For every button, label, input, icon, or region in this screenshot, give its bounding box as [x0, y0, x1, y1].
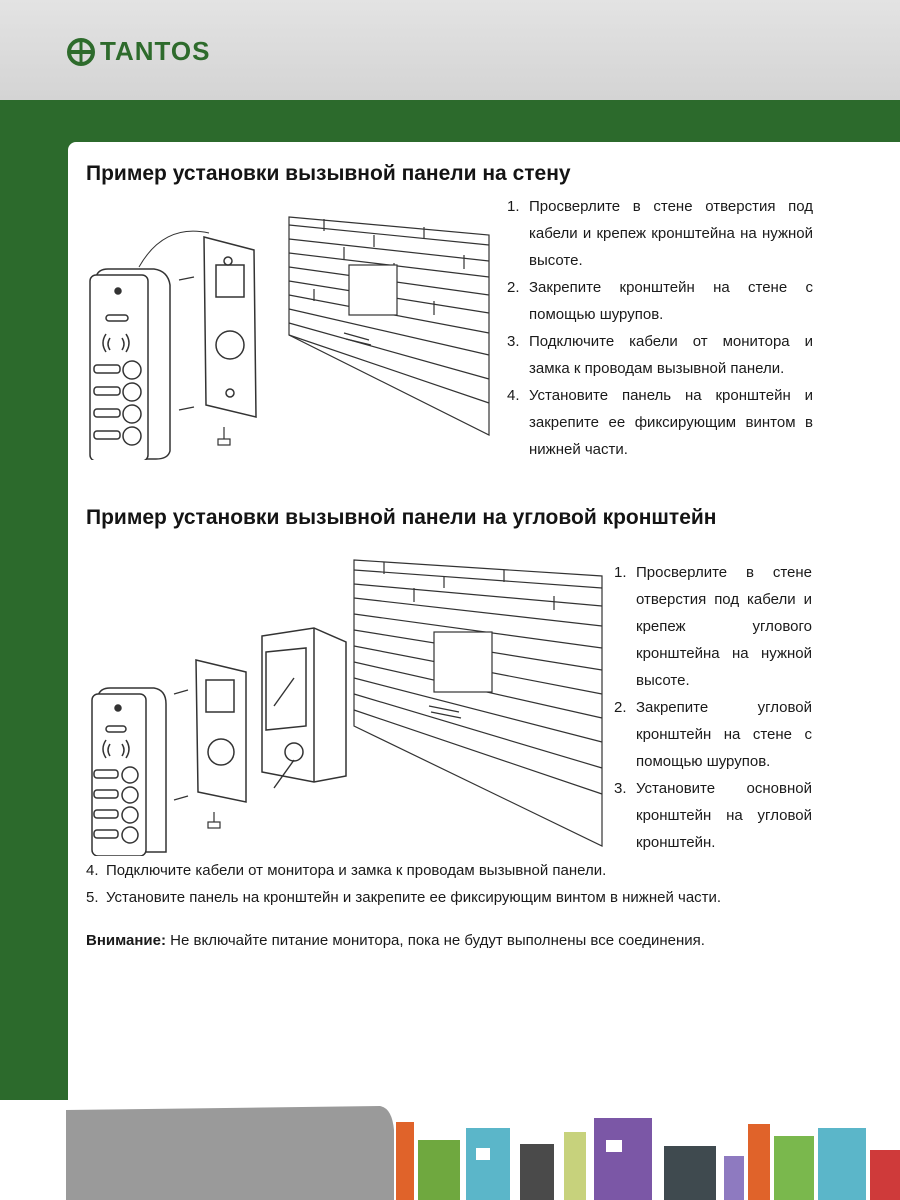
green-side [0, 100, 70, 1100]
step-text: Просверлите в стене отверстия под кабели и крепеж кронштейна на нужной высоте. [529, 198, 813, 269]
list-item [507, 382, 813, 463]
warning-text: Не включайте питание монитора, пока не будут выполнены все соединения. [165, 932, 705, 949]
step-text: Закрепите угловой кронштейн на стене с помощью шурупов. [636, 699, 812, 770]
step-number: 2. [614, 699, 627, 716]
brand-name: TANTOS [100, 36, 211, 66]
step-text: Просверлите в стене отверстия под кабели и крепеж углового кронштейна на нужной высоте. [636, 564, 812, 689]
step-number: 3. [614, 780, 627, 797]
warning-note [86, 932, 705, 949]
section2-step4 [86, 857, 606, 884]
warning-label: Внимание: [86, 932, 166, 949]
list-item [507, 193, 813, 274]
list-item [507, 328, 813, 382]
step-text: Подключите кабели от монитора и замка к проводам вызывной панели. [529, 333, 813, 377]
step-number: 1. [507, 198, 520, 215]
list-item [614, 559, 812, 694]
step-number: 3. [507, 333, 520, 350]
step-number: 1. [614, 564, 627, 581]
tantos-emblem-icon [66, 37, 96, 67]
section2-steps [614, 559, 812, 856]
step-number: 2. [507, 279, 520, 296]
footer-decoration [0, 1100, 900, 1200]
step-number: 4. [507, 387, 520, 404]
list-item [507, 274, 813, 328]
step-number: 5. [86, 889, 99, 906]
corner-mount-illustration [84, 556, 606, 856]
step-text: Установите основной кронштейн на угловой кронштейн. [636, 780, 812, 851]
section2-step5 [86, 884, 721, 911]
step-text: Подключите кабели от монитора и замка к проводам вызывной панели. [106, 862, 607, 879]
step-text: Установите панель на кронштейн и закрепите ее фиксирующим винтом в нижней части. [106, 889, 722, 906]
brand-logo [66, 36, 210, 67]
list-item [614, 694, 812, 775]
step-text: Закрепите кронштейн на стене с помощью шурупов. [529, 279, 813, 323]
list-item [614, 775, 812, 856]
wall-mount-illustration [84, 205, 496, 460]
section2-title: Пример установки вызывной панели на угловой кронштейн [86, 506, 717, 529]
step-text: Установите панель на кронштейн и закрепите ее фиксирующим винтом в нижней части. [529, 387, 813, 458]
section1-steps [507, 193, 813, 463]
step-number: 4. [86, 862, 99, 879]
section1-title: Пример установки вызывной панели на стену [86, 162, 571, 185]
